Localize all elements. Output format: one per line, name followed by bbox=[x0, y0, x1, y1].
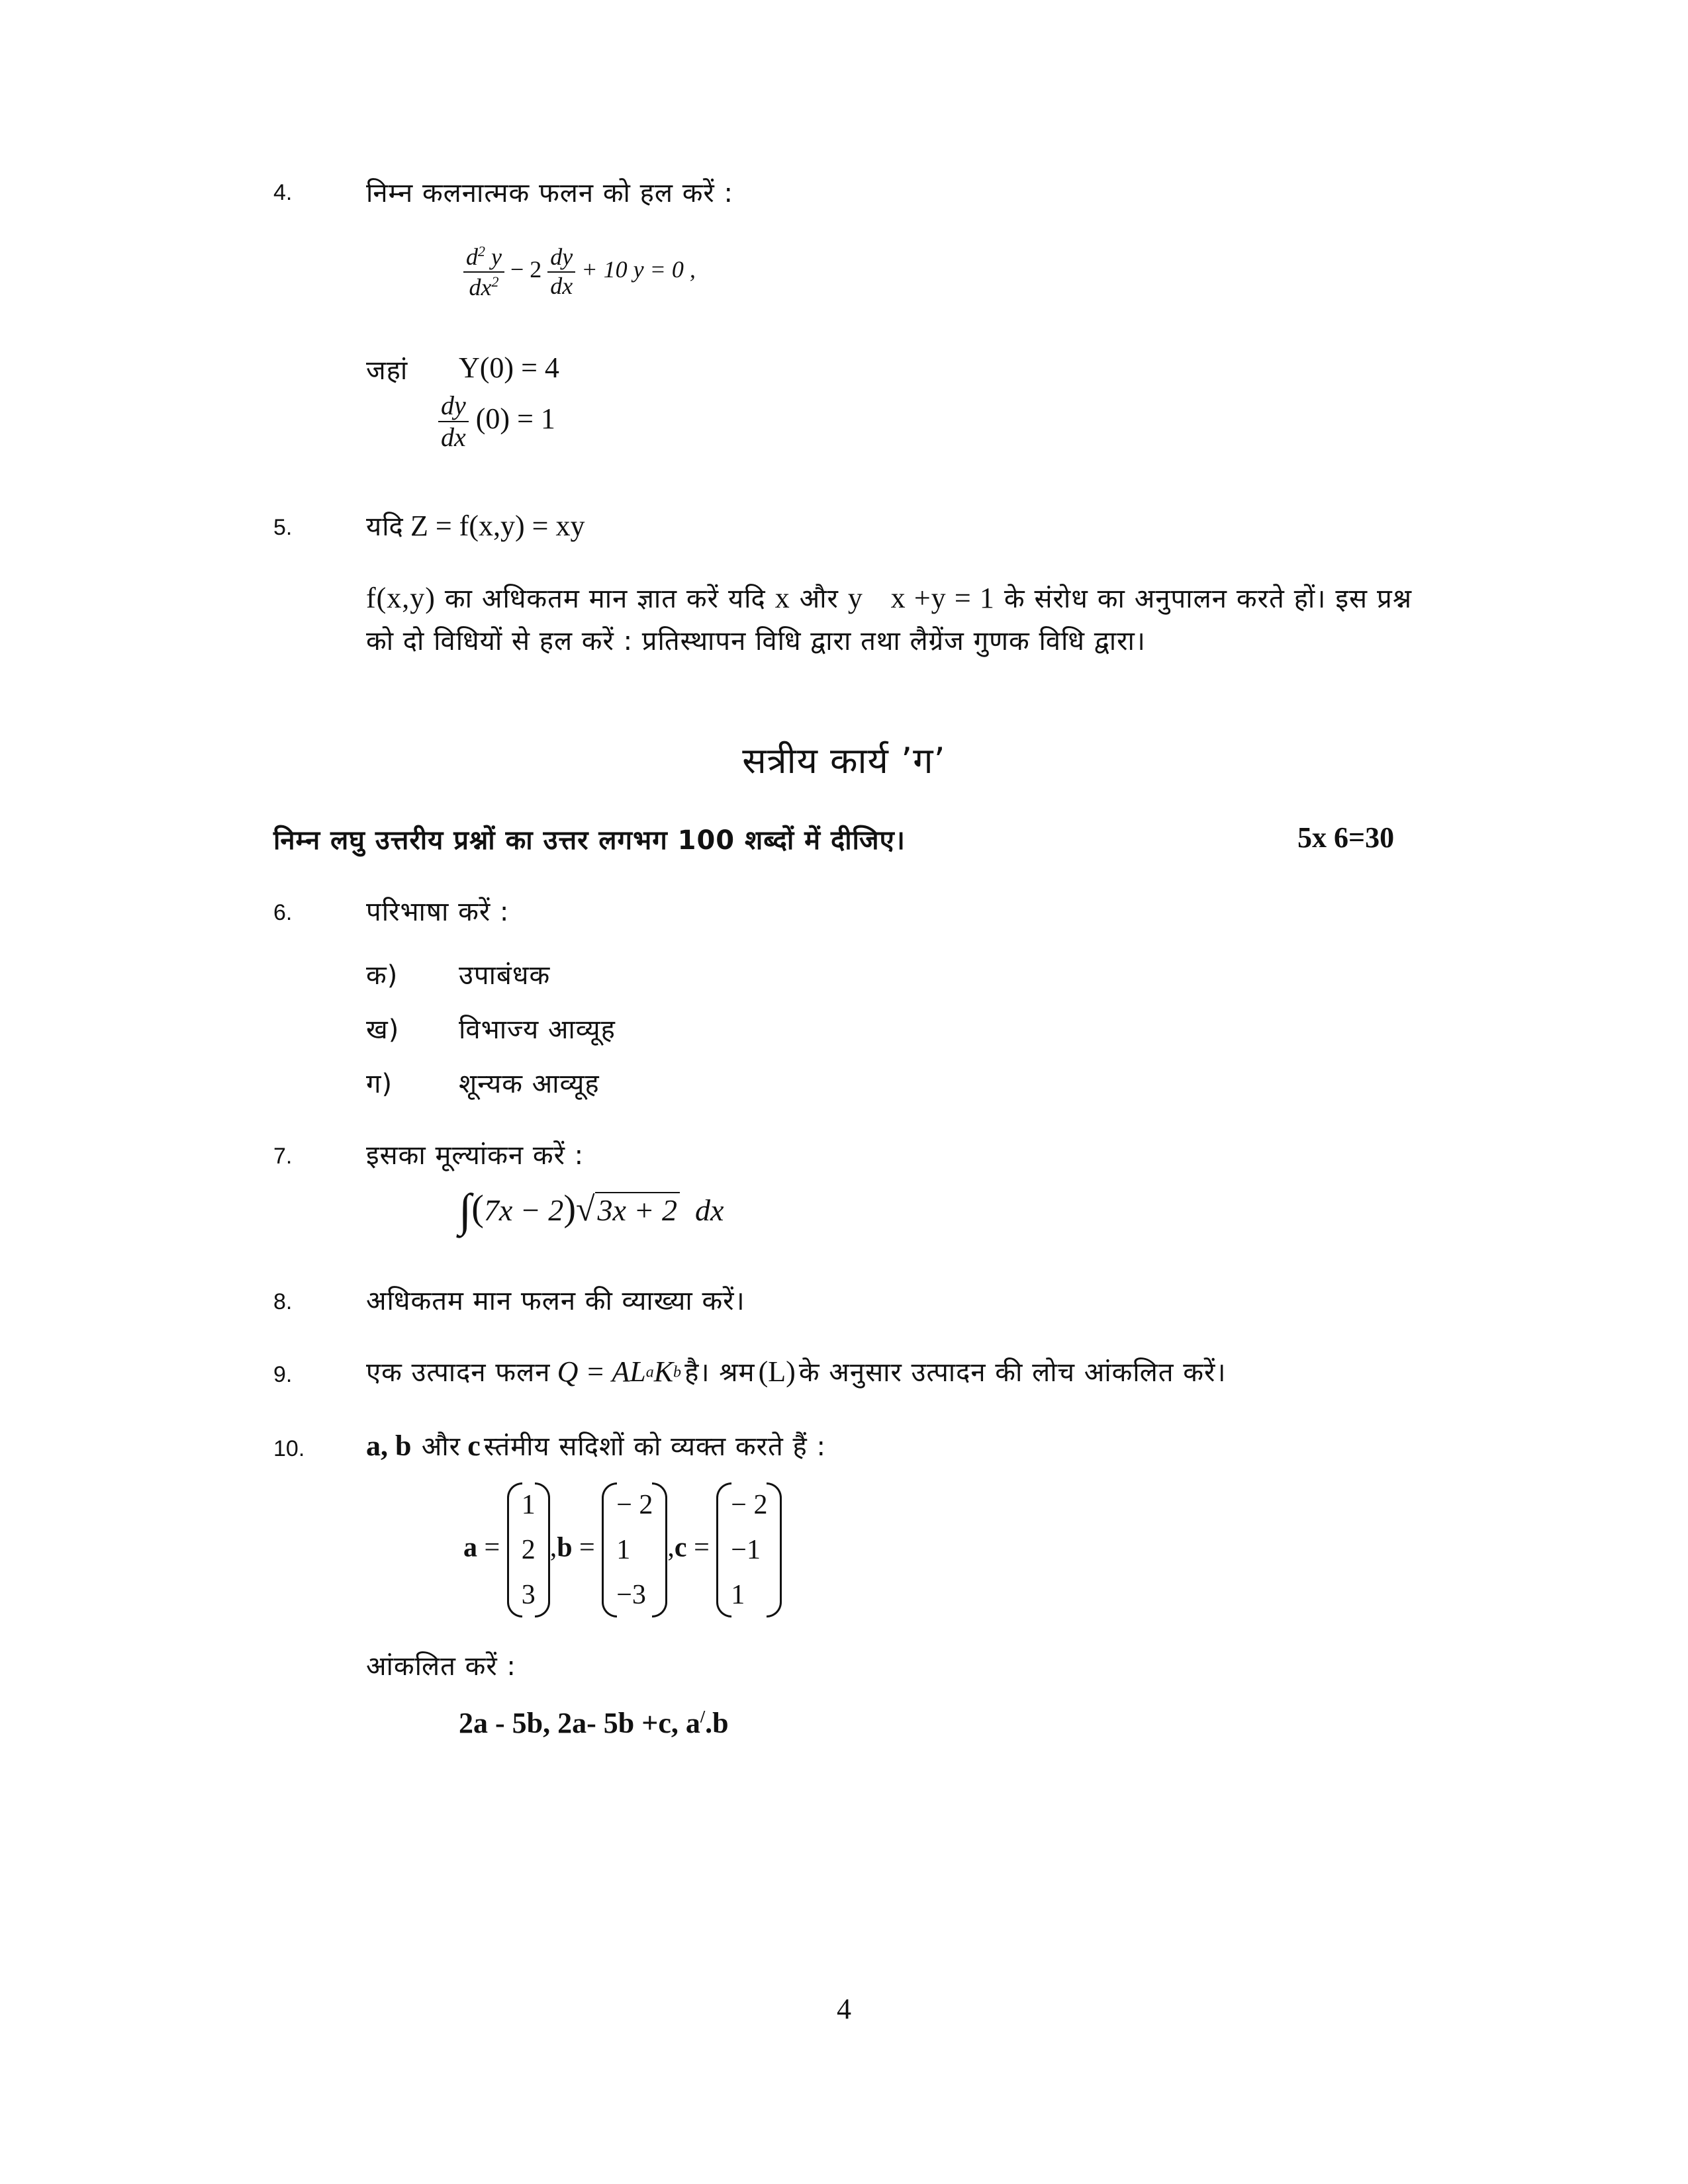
q4-where-label: जहां bbox=[366, 355, 408, 386]
q9-number: 9. bbox=[273, 1362, 293, 1387]
vector-c: − 2 −1 1 bbox=[716, 1482, 782, 1617]
q4-frac-d2y: $\frac{d^2 y}{dx^2}$ bbox=[463, 244, 504, 300]
q7-number: 7. bbox=[273, 1144, 293, 1169]
q4-equation: $\frac{d^2 y}{dx^2}$ − 2 $\frac{dy}{dx}$ + 10 y = 0 , bbox=[463, 244, 696, 300]
vector-a: 1 2 3 bbox=[507, 1482, 550, 1617]
q4-text: निम्न कलनात्मक फलन को हल करें : bbox=[366, 178, 733, 208]
vector-b: − 2 1 −3 bbox=[602, 1482, 667, 1617]
q10-compute-label: आंकलित करें : bbox=[366, 1651, 516, 1682]
q7-integral: ∫(7x − 2)√3x + 2 dx bbox=[459, 1185, 724, 1236]
q10-text: a, b और c स्तंमीय सदिशों को व्यक्त करते हैं : bbox=[366, 1430, 826, 1462]
section-marks: 5x 6=30 bbox=[1297, 821, 1395, 854]
q7-text: इसका मूल्यांकन करें : bbox=[366, 1140, 585, 1171]
q6-item-label: ग) bbox=[366, 1069, 393, 1099]
q8-number: 8. bbox=[273, 1289, 293, 1314]
q10-vectors: a = 1 2 3 ,b = − 2 1 −3 ,c = − 2 −1 1 bbox=[463, 1482, 782, 1617]
q6-item-label: क) bbox=[366, 960, 399, 991]
q5-header: यदि Z = f(x,y) = xy bbox=[366, 510, 585, 542]
section-title: सत्रीय कार्य ’ग’ bbox=[742, 740, 946, 782]
q10-compute-expressions: 2a - 5b, 2a- 5b +c, a/.b bbox=[459, 1707, 729, 1739]
q6-text: परिभाषा करें : bbox=[366, 897, 510, 927]
q5-paragraph: f(x,y) का अधिकतम मान ज्ञात करें यदि x और y x +y = 1 के संरोध का अनुपालन करते हों। इस प्रश्न को दो विधियों से हल करें : प्रतिस्थापन विधि द्वारा तथा लैग्रेंज गुणक विधि द्वारा। bbox=[366, 582, 1413, 657]
q10-number: 10. bbox=[273, 1436, 305, 1461]
q4-condition-2: $\frac{dy}{dx}$ (0) = 1 bbox=[438, 392, 555, 451]
section-instruction: निम्न लघु उत्तरीय प्रश्नों का उत्तर लगभग 100 शब्दों में दीजिए। bbox=[273, 825, 906, 856]
q9-text: एक उत्पादन फलन $Q = AL^aK^b$ है। श्रम (L) के अनुसार उत्पादन की लोच आंकलित करें। bbox=[366, 1355, 1227, 1388]
q4-condition-1: Y(0) = 4 bbox=[459, 351, 559, 384]
q5-number: 5. bbox=[273, 515, 293, 540]
page-number: 4 bbox=[837, 1993, 851, 2025]
q6-item-text: शून्यक आव्यूह bbox=[459, 1069, 600, 1099]
q4-frac-dydx: $\frac{dy}{dx}$ bbox=[547, 245, 575, 299]
q6-item-text: विभाज्य आव्यूह bbox=[459, 1015, 616, 1045]
q6-item-text: उपाबंधक bbox=[459, 960, 551, 991]
q8-text: अधिकतम मान फलन की व्याख्या करें। bbox=[366, 1286, 745, 1316]
q6-item-label: ख) bbox=[366, 1015, 400, 1045]
q6-number: 6. bbox=[273, 900, 293, 925]
q4-number: 4. bbox=[273, 180, 293, 205]
